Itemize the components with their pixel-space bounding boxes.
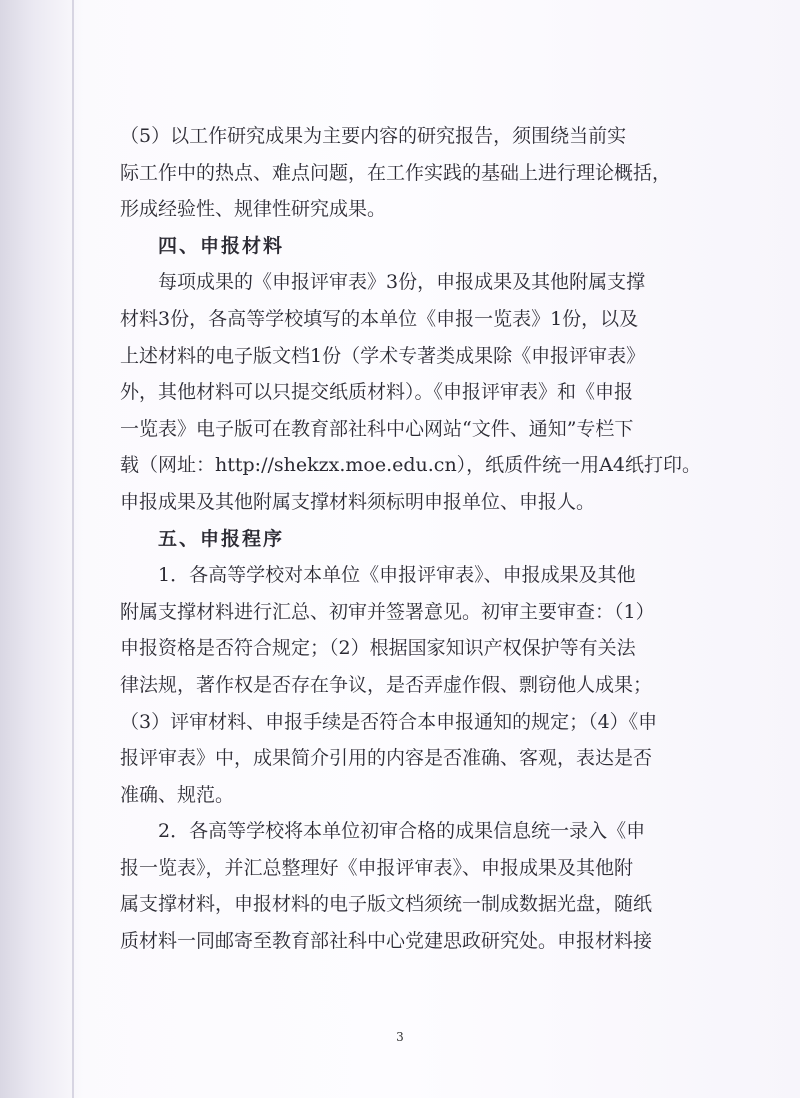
binding-fold-line: [72, 0, 74, 1098]
text-line: 附属支撑材料进行汇总、初审并签署意见。初审主要审查：（1）: [120, 600, 655, 623]
text-line: 属支撑材料，申报材料的电子版文档须统一制成数据光盘，随纸: [120, 893, 653, 916]
section-heading: 五、申报程序: [158, 527, 285, 550]
text-line: 上述材料的电子版文档1份（学术专著类成果除《申报评审表》: [120, 344, 646, 367]
text-line: 申报资格是否符合规定；（2）根据国家知识产权保护等有关法: [120, 637, 636, 660]
text-line: （5）以工作研究成果为主要内容的研究报告，须围绕当前实: [120, 125, 627, 147]
text-line: 报评审表》中，成果简介引用的内容是否准确、客观，表达是否: [120, 747, 653, 770]
document-body: [120, 118, 700, 960]
text-line: 载（网址：http://shekzx.moe.edu.cn），纸质件统一用A4纸打印。: [120, 454, 701, 477]
section-heading: 四、申报材料: [158, 234, 285, 257]
text-line: 准确、规范。: [120, 783, 235, 806]
page-number: 3: [396, 1030, 404, 1044]
text-line: 质材料一同邮寄至教育部社科中心党建思政研究处。申报材料接: [120, 930, 653, 953]
text-line: 形成经验性、规律性研究成果。: [120, 198, 387, 221]
text-line: 2．各高等学校将本单位初审合格的成果信息统一录入《申: [158, 820, 646, 843]
text-line: 一览表》电子版可在教育部社科中心网站“文件、通知”专栏下: [120, 417, 634, 440]
text-line: 申报成果及其他附属支撑材料须标明申报单位、申报人。: [120, 490, 596, 513]
text-line: 外，其他材料可以只提交纸质材料）。《申报评审表》和《申报: [120, 381, 634, 404]
text-line: 际工作中的热点、难点问题，在工作实践的基础上进行理论概括，: [120, 161, 672, 184]
text-line: 1．各高等学校对本单位《申报评审表》、申报成果及其他: [158, 564, 636, 587]
text-line: 每项成果的《申报评审表》3份，申报成果及其他附属支撑: [158, 271, 646, 294]
text-line: 报一览表》，并汇总整理好《申报评审表》、申报成果及其他附: [120, 856, 634, 879]
text-line: 材料3份，各高等学校填写的本单位《申报一览表》1份，以及: [120, 307, 639, 330]
text-line: （3）评审材料、申报手续是否符合本申报通知的规定；（4）《申: [120, 710, 658, 733]
text-line: 律法规，著作权是否存在争议，是否弄虚作假、剽窃他人成果；: [120, 673, 653, 696]
